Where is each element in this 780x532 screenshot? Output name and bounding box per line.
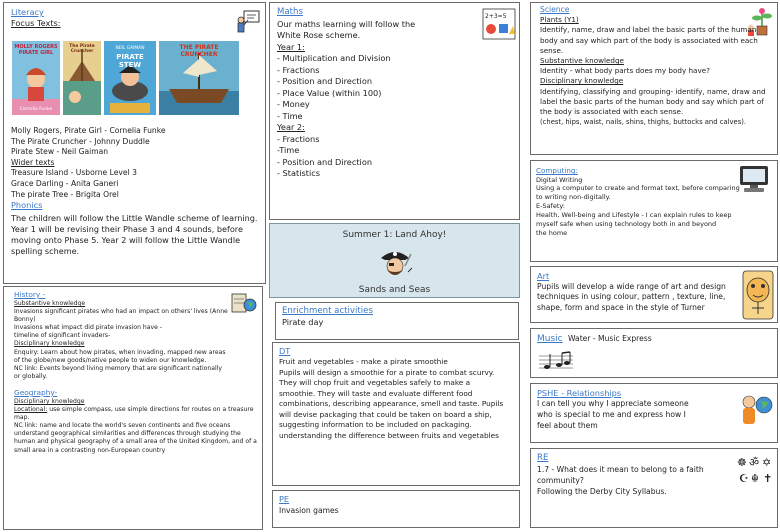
maths-year2-item-3: - Position and Direction xyxy=(277,156,373,167)
phonics-text: The children will follow the Little Wandle scheme of learning. Year 1 will be revising their Phase 3 and 4 sounds, before moving onto Phase 5. Year 2 will follow the Little Wandle spelling scheme. xyxy=(11,212,258,257)
history-disciplinary-line-3: NC link: Events beyond living memory that are significant nationally xyxy=(14,364,222,372)
dt-line-7: suggesting information to be included on packaging. xyxy=(279,420,472,429)
dt-line-4: smoothie. They will taste and evaluate different food xyxy=(279,388,473,398)
term-title: Summer 1: Land Ahoy! xyxy=(342,230,447,240)
science-disciplinary-line-4: (chest, hips, waist, nails, shins, thighs, buttocks and calves). xyxy=(540,118,747,127)
book-cover-the-pirate-cruncher xyxy=(159,41,239,115)
science-disciplinary-label: Disciplinary knowledge xyxy=(540,76,624,86)
book-author-pirate-stew: NEIL GAIMAN xyxy=(115,46,145,51)
maths-year1-item-5: - Money xyxy=(277,99,310,109)
science-panel xyxy=(530,2,778,155)
computing-line-5: Health, Well-being and Lifestyle - I can explain rules to keep xyxy=(536,211,732,220)
svg-text:☬: ☬ xyxy=(751,472,759,485)
re-panel xyxy=(530,448,778,528)
art-line-1: Pupils will develop a wide range of art and design xyxy=(537,281,726,291)
maths-year1-item-6: - Time xyxy=(277,110,303,121)
maths-icon-text: 2+3=5 xyxy=(485,13,507,20)
enrichment-text: Pirate day xyxy=(282,317,324,327)
music-line xyxy=(537,334,652,343)
science-substantive-text: Identity - what body parts does my body have? xyxy=(540,66,710,76)
history-disciplinary-line-1: Enquiry: Learn about how pirates, when invading, mapped new areas xyxy=(14,348,226,356)
music-text: Water - Music Express xyxy=(568,334,652,343)
svg-text:ॐ: ॐ xyxy=(749,456,760,469)
focus-text-2: The Pirate Cruncher - Johnny Duddle xyxy=(11,136,150,146)
computing-title: Computing: xyxy=(536,166,578,175)
history-substantive-line-2: Bonny) xyxy=(14,316,36,324)
computing-line-1: Digital Writing xyxy=(536,175,583,184)
history-disciplinary-line-4: or globally. xyxy=(14,372,48,380)
dt-title: DT xyxy=(279,346,291,356)
book-author-molly: Cornelia Funke xyxy=(19,107,53,112)
science-disciplinary-line-1: Identifying, classifying and grouping- identify, name, draw and xyxy=(540,86,766,96)
history-disciplinary-line-2: of the globe/new goods/native people to widen our knowledge. xyxy=(14,356,207,364)
history-geography-panel xyxy=(3,286,263,530)
history-title: History - xyxy=(14,290,46,299)
science-disciplinary-line-3: the body is associated with each sense. xyxy=(540,107,684,117)
wider-text-2: Grace Darling - Anita Ganeri xyxy=(11,178,119,188)
maths-year1-item-3: - Position and Direction xyxy=(277,76,373,86)
science-plants-line-2: body and say which part of the body is associated with each xyxy=(540,35,758,45)
science-title: Science xyxy=(540,5,570,14)
enrichment-panel xyxy=(275,302,519,340)
pe-text: Invasion games xyxy=(279,506,339,515)
computing-line-6: myself safe when using technology both in and beyond xyxy=(536,220,717,229)
dt-line-6: will devise packaging that could be taken on board a ship, xyxy=(279,409,492,419)
maths-year1-label: Year 1: xyxy=(277,41,305,52)
maths-year2-label: Year 2: xyxy=(277,122,305,132)
pe-panel xyxy=(272,490,520,528)
maths-intro-1: Our maths learning will follow the xyxy=(277,18,416,29)
book-title-pirate-cruncher-small: The Pirate Cruncher xyxy=(69,44,95,54)
enrichment-title: Enrichment activities xyxy=(282,306,373,316)
maths-year1-item-4: - Place Value (within 100) xyxy=(277,87,382,98)
pshe-line-2: who is special to me and express how I xyxy=(537,409,686,419)
science-plants-line-3: sense. xyxy=(540,45,564,55)
science-plants-line-1: Identify, name, draw and label the basic parts of the human xyxy=(540,25,757,35)
science-plants-label: Plants (Y1) xyxy=(540,15,579,25)
dt-panel xyxy=(272,342,520,486)
literacy-panel xyxy=(3,2,266,284)
teacher-board-icon xyxy=(235,9,261,35)
term-title-panel xyxy=(269,223,520,298)
dt-line-5: combinations, describing appearance, smell and taste. Pupils xyxy=(279,399,504,408)
maths-shapes-icon xyxy=(482,8,516,40)
book-cover-pirate-cruncher-small xyxy=(63,41,101,115)
history-disciplinary-label: Disciplinary knowledge xyxy=(14,340,85,348)
pshe-title: PSHE - Relationships xyxy=(537,388,622,398)
dt-line-2: Pupils will design a smoothie for a pirate to combat scurvy. xyxy=(279,367,495,377)
science-disciplinary-line-2: label the basic parts of the human body and say which part of xyxy=(540,96,764,106)
pshe-people-icon xyxy=(736,389,776,429)
art-panel xyxy=(530,266,778,323)
science-substantive-label: Substantive knowledge xyxy=(540,56,624,66)
dt-line-1: Fruit and vegetables - make a pirate smoothie xyxy=(279,357,448,366)
pirate-icon xyxy=(375,244,415,284)
computing-line-3: to writing non-digitally. xyxy=(536,193,611,202)
wider-texts-label: Wider texts xyxy=(11,157,55,167)
re-line-2: community? xyxy=(537,476,584,485)
history-substantive-line-1: Invasions significant pirates who had an impact on others' lives (Anne xyxy=(14,308,228,316)
phonics-title: Phonics xyxy=(11,200,43,211)
dt-line-8: understanding the difference between fruits and vegetables xyxy=(279,430,499,440)
maths-year1-item-2: - Fractions xyxy=(277,64,320,75)
book-cover-molly-rogers xyxy=(12,41,60,115)
geography-locational-text: use simple compass, use simple directions for routes on a treasure map. xyxy=(14,406,254,422)
art-title: Art xyxy=(537,271,550,281)
re-line-3: Following the Derby City Syllabus. xyxy=(537,487,667,496)
svg-text:☪: ☪ xyxy=(739,472,749,485)
computing-line-4: E-Safety: xyxy=(536,202,565,211)
book-title-the-pirate-cruncher: THE PIRATE CRUNCHER xyxy=(179,44,219,58)
geography-disciplinary-label: Disciplinary knowledge xyxy=(14,397,85,405)
wider-text-1: Treasure Island - Usborne Level 3 xyxy=(11,168,137,178)
term-subtitle: Sands and Seas xyxy=(358,285,431,295)
computing-line-7: the home xyxy=(536,228,568,237)
re-title: RE xyxy=(537,453,549,463)
focus-text-1: Molly Rogers, Pirate Girl - Cornelia Funke xyxy=(11,126,166,135)
computing-line-2: Using a computer to create and format text, before comparing xyxy=(536,184,740,193)
book-title-pirate-stew: PIRATE STEW xyxy=(116,53,144,69)
geography-locational xyxy=(14,406,259,422)
geography-nc-text: NC link: name and locate the world's seven continents and five oceans understand geographical similarities and differences through studying the human and physical geography of a small area of the United Kingdom, and of a small area in a contrasting non-European country xyxy=(14,422,257,454)
maths-intro-2: White Rose scheme. xyxy=(277,30,361,40)
svg-text:✡: ✡ xyxy=(762,456,772,469)
art-line-3: shape, form and space in the style of Turner xyxy=(537,303,705,313)
pshe-line-1: I can tell you why I appreciate someone xyxy=(537,399,689,408)
art-line-2: techniques in using colour, pattern , texture, line, xyxy=(537,292,726,302)
history-substantive-label: Substantive knowledge xyxy=(14,300,86,307)
literacy-title: Literacy xyxy=(11,7,44,17)
computing-panel xyxy=(530,160,778,262)
maths-year2-item-1: - Fractions xyxy=(277,133,320,144)
maths-year1-item-1: - Multiplication and Division xyxy=(277,53,391,63)
maths-panel xyxy=(269,2,520,220)
book-cover-pirate-stew xyxy=(104,41,156,115)
history-substantive-line-4: timeline of significant invaders- xyxy=(14,332,111,340)
religious-symbols-icon xyxy=(736,453,776,485)
geography-title: Geography- xyxy=(14,387,58,397)
maths-title: Maths xyxy=(277,7,303,17)
music-notes-icon xyxy=(537,350,575,374)
book-title-molly: MOLLY ROGERS PIRATE GIRL xyxy=(14,44,58,56)
maths-year2-item-4: - Statistics xyxy=(277,168,320,178)
maths-year2-item-2: -Time xyxy=(277,145,300,155)
svg-text:☸: ☸ xyxy=(737,456,747,469)
history-substantive-line-3: Invasions what impact did pirate invasion have - xyxy=(14,324,163,332)
wider-text-3: The pirate Tree - Brigita Orel xyxy=(11,189,119,199)
svg-text:✝: ✝ xyxy=(763,472,773,485)
music-title: Music xyxy=(537,334,563,344)
dt-line-3: They will chop fruit and vegetables safely to make a xyxy=(279,378,471,387)
re-line-1: 1.7 - What does it mean to belong to a faith xyxy=(537,465,704,474)
focus-texts-label: Focus Texts: xyxy=(11,17,61,28)
geography-locational-label: Locational: xyxy=(14,406,48,414)
focus-text-3: Pirate Stew - Neil Gaiman xyxy=(11,147,109,157)
pshe-panel xyxy=(530,383,778,443)
pshe-line-3: feel about them xyxy=(537,420,598,430)
book-covers xyxy=(12,41,262,117)
music-panel xyxy=(530,328,778,378)
pe-title: PE xyxy=(279,494,290,504)
